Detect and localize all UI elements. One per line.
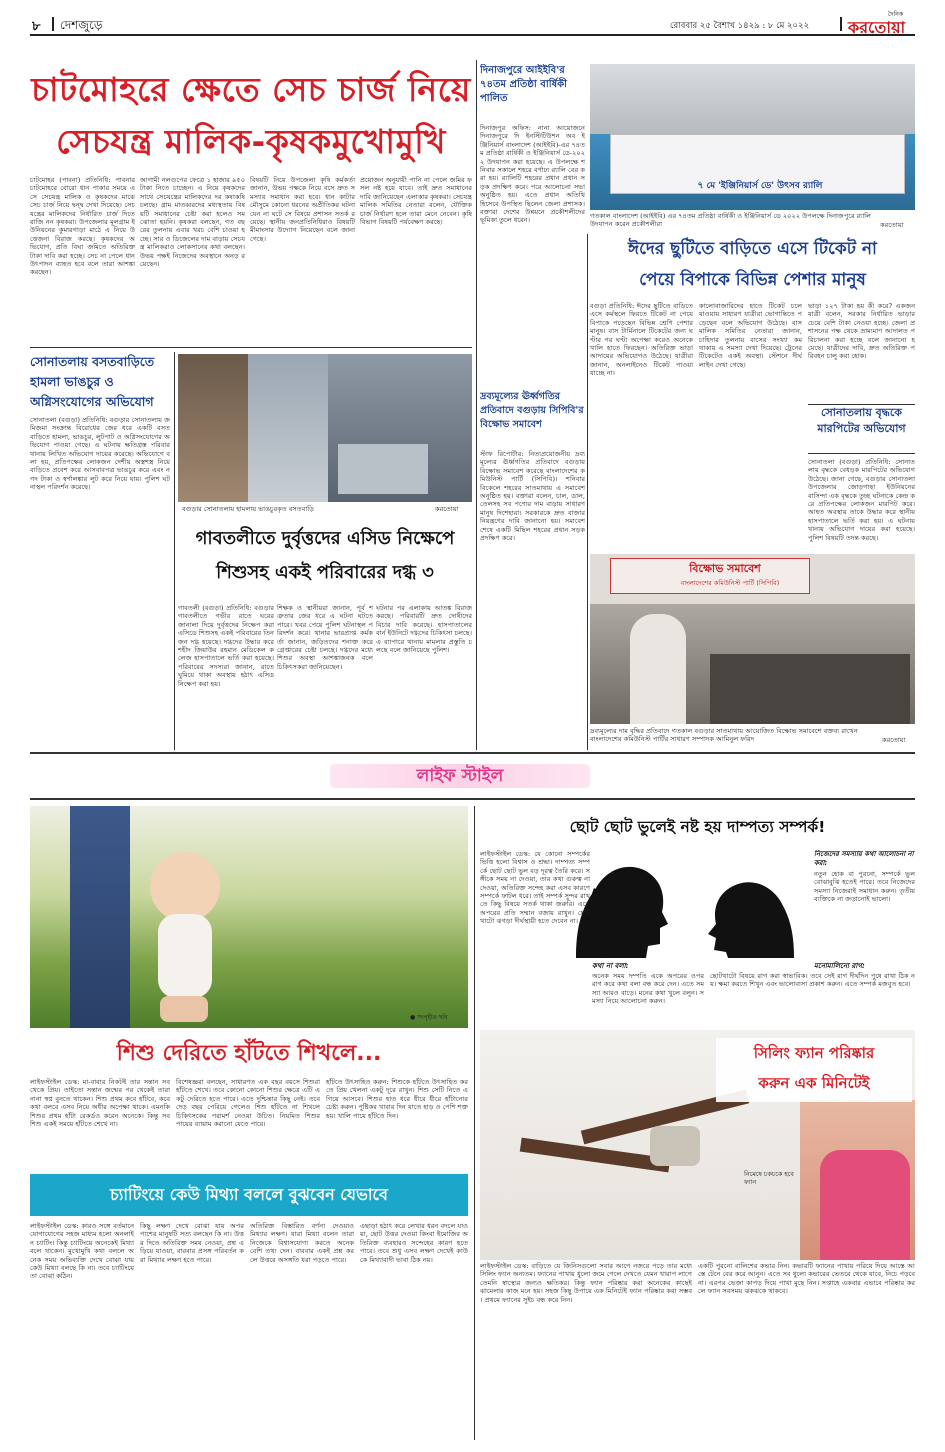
fan-headline-line1: সিলিং ফ্যান পরিষ্কার [753,1044,875,1062]
dampatya-body-col4: ছোটখাটো বিষয়ে রাগ করা স্বাভাবিক। তবে সেই রাগ দীর্ঘদিন পুষে রাখা ঠিক নয়। ক্ষমা করতে শিখুন এবং ভালোবাসা প্রকাশ করুন। এতে সম্পর্ক মজবুত হবে। [710,972,915,989]
lead-body-col3: বিষয়টি নিয়ে উপজেলা কৃষি কর্মকর্তা জানান, উভয় পক্ষকে নিয়ে বসে দ্রুত সমস্যার সমাধান করা হবে। ধান কাটার মৌসুমে কোনো ধরনের অপ্রীতিকর ঘটনা যেন না ঘটে সে বিষয়ে প্রশাসন সতর্ক রয়েছে। স্থানীয় জনপ্রতিনিধিরাও বিষয়টি মীমাংসার উদ্যোগ নিয়েছেন বলে জানা গেছে। [250,176,355,243]
dravyamulya-headline: দ্রব্যমূল্যের ঊর্ধ্বগতির প্রতিবাদে বগুড়ায় সিপিবি'র বিক্ষোভ সমাবেশ [480,391,584,430]
dravyamulya-body: স্টাফ রিপোর্টার: নিত্যপ্রয়োজনীয় দ্রব্যমূল্যের ঊর্ধ্বগতির প্রতিবাদে বগুড়ায় বিক্ষোভ সমাবেশ করেছে বাংলাদেশের কমিউনিস্ট পার্টি (সিপিবি)। শনিবার বিকেলে শহরের সাতমাথায় এ সমাবেশ অনুষ্ঠিত হয়। বক্তারা বলেন, চাল, ডাল, তেলসহ সব পণ্যের দাম বাড়ায় সাধারণ মানুষ দিশেহারা। সরকারকে দ্রুত বাজার নিয়ন্ত্রণের দাবি জানানো হয়। সমাবেশ শেষে একটি মিছিল শহরের প্রধান সড়ক প্রদক্ষিণ করে। [480,450,585,543]
dampatya-subhead-3: মনোমালিন্যে রাগ: [814,962,865,970]
silhouette-graphic [556,848,814,958]
eid-ticket-headline: ঈদের ছুটিতে বাড়িতে এসে টিকেট না পেয়ে বিপাকে বিভিন্ন পেশার মানুষ [628,239,877,290]
lifestyle-center-rule [474,806,475,1440]
baby-photo-credit: ● সংগৃহীত ছবি [410,1014,448,1021]
walk-body-col1: লাইফস্টাইল ডেস্ক: মা-বাবার নিকটই তার সন্তান সব থেকে প্রিয়। তাইতো সন্তান জন্মের পর থেকেই তারা নানা স্বপ্ন বুনতে থাকেন। শিশু প্রথম কবে হাঁটবে, কবে কথা বলবে এসব নিয়ে অধীর অপেক্ষা থাকে। এমনকি শিশুর প্রথম হাঁটা রেকর্ডও করেন অনেকে। কিন্তু সব শিশু একই সময়ে হাঁটতে শেখে না। [30,1078,170,1129]
masthead-logo: করতোয়া [848,18,906,37]
lifestyle-banner [30,752,915,800]
gabtali-body-col2: শিক্ষক ও স্থানীয়রা জানান, পূর্ব শত্রুতার জের ধরে এ ঘটনা ঘটতে পারে। খবর পেয়ে পুলিশ ঘটনাস্থল পরিদর্শন করে। থানার ভারপ্রাপ্ত কর্মকর্তা জানান, জড়িতদের শনাক্ত করে গ্রেপ্তারের চেষ্টা চলছে। দগ্ধদের মধ্যে শিশুর অবস্থা আশঙ্কাজনক বলে চিকিৎসকরা জানিয়েছেন। [277,604,373,671]
header-divider-right [840,17,842,31]
walk-body-col2: বিশেষজ্ঞরা বলছেন, সাধারণত এক বছর বয়সে শিশুরা হাঁটতে শেখে। তবে কোনো কোনো শিশুর ক্ষেত্রে এটি একটু দেরিতে হতে পারে। এতে দুশ্চিন্তার কিছু নেই। তবে দেড় বছর পেরিয়ে গেলেও শিশু হাঁটতে না শিখলে চিকিৎসকের পরামর্শ নেওয়া উচিত। নিয়মিত শিশুর পায়ের ব্যায়াম করানো যেতে পারে। [176,1078,320,1129]
dravyamulya-photo [590,554,915,724]
sonatala-hamla-caption: বগুড়ার সোনাতলায় হামলায় ভাঙচুরকৃত বসতবাড়ি [182,505,314,513]
gabtali-body-col3: ঘটনার পর এলাকায় আতঙ্ক বিরাজ করছে। পরিবারটি দ্রুত দোষীদের বিচার দাবি করেছে। হাসপাতালের বার্ন ইউনিটে দগ্ধদের চিকিৎসা চলছে। এ ব্যাপারে থানায় মামলার প্রস্তুতি চলছে বলে জানিয়েছে পুলিশ। [376,604,472,655]
lead-headline: চাটমোহরে ক্ষেতে সেচ চার্জ নিয়ে সেচযন্ত্র মালিক-কৃষকমুখোমুখি [31,70,471,161]
eid-ticket-body-col1: বগুড়া প্রতিনিধি: ঈদের ছুটিতে বাড়িতে এসে কর্মস্থলে ফিরতে টিকেট না পেয়ে বিপাকে পড়েছেন বিভিন্ন শ্রেণি পেশার মানুষ। বাস টার্মিনালে টিকেটের জন্য ঘণ্টার পর ঘণ্টা অপেক্ষা করেও অনেকে খালি হাতে ফিরছেন। অতিরিক্ত ভাড়া আদায়ের অভিযোগও উঠেছে। যাত্রীরা জানান, অনলাইনেও টিকেট পাওয়া যাচ্ছে না। [590,302,693,378]
chatting-headline-box [30,1174,468,1216]
walk-body-col3: হাঁটতে উৎসাহিত করুন: শিশুকে হাঁটতে উৎসাহিত করতে প্রিয় খেলনা একটু দূরে রাখুন। শিশু সেটি নিতে এগিয়ে আসবে। শিশুর হাত ধরে ধীরে ধীরে হাঁটানোর চেষ্টা করুন। পুষ্টিকর খাবার দিন যাতে হাড় ও পেশি শক্ত হয়। খালি পায়ে হাঁটতে দিন। [326,1078,468,1120]
dravyamulya-photo-credit: করতোয়া [882,736,906,744]
sonatala-hamla-photo [178,354,472,502]
dampatya-body-col3: নতুন হোক বা পুরনো, সম্পর্কে ভুল বোঝাবুঝি হতেই পারে। তবে নিজেদের সমস্যা নিজেরাই সমাধান করুন। তৃতীয় ব্যক্তিকে না জড়ানোই ভালো। [814,870,915,904]
sonatala-hamla-body: সোনাতলা (বগুড়া) প্রতিনিধি: বগুড়ার সোনাতলায় জমিজমা সংক্রান্ত বিরোধের জের ধরে একটি বসতবাড়িতে হামলা, ভাঙচুর, লুটপাট ও অগ্নিসংযোগের অভিযোগ পাওয়া গেছে। এ ঘটনায় ক্ষতিগ্রস্ত পরিবার থানায় লিখিত অভিযোগ দায়ের করেছে। অভিযোগে বলা হয়, প্রতিপক্ষের লোকজন দেশীয় অস্ত্রশস্ত্র নিয়ে বাড়িতে প্রবেশ করে আসবাবপত্র ভাঙচুর করে এবং নগদ টাকা ও স্বর্ণালঙ্কার লুট করে নিয়ে যায়। পুলিশ ঘটনাস্থল পরিদর্শন করেছে। [30,416,170,492]
dravyamulya-photo-banner: বিক্ষোভ সমাবেশ [689,562,761,575]
center-column-rule [476,60,477,750]
dampatya-body-col1: লাইফস্টাইল ডেস্ক: যে কোনো সম্পর্কের ভিত্তি হলো বিশ্বাস ও শ্রদ্ধা। দাম্পত্য সম্পর্কে ছোট ছোট ভুল বড় দূরত্ব তৈরি করে। সঙ্গীকে সময় না দেওয়া, তার কথা গুরুত্ব না দেওয়া, অতিরিক্ত সন্দেহ করা এসব কারণে সম্পর্কে ফাটল ধরে। তাই সম্পর্ক সুন্দর রাখতে কিছু বিষয়ে সতর্ক থাকা জরুরি। একে অপরের প্রতি সম্মান বজায় রাখুন। ছোটখাটো ঝগড়া দীর্ঘস্থায়ী হতে দেবেন না। [480,850,590,926]
dinajpur-headline: দিনাজপুরে আইইবি'র ৭৪তম প্রতিষ্ঠা বার্ষিকী পালিত [480,65,567,104]
sonatala-hamla-credit: করতোয়া [435,505,459,513]
dampatya-subhead-1: কথা না বলা: [592,962,629,970]
dampatya-headline: ছোট ছোট ভুলেই নষ্ট হয় দাম্পত্য সম্পর্ক! [569,818,826,836]
page-header [30,11,915,37]
lead-body-col2: আগামী নলগুপের ফেত্রে ১ হাজার ৯৫০ টাকা নিতে চাচ্ছেন। এ নিয়ে কৃষকদের সাথে সেচযন্ত্রের মালিকদের দর কষাকষি চলছে। গ্রাম মাতব্বরদের মধ্যস্থতায় বিষয়টি সমাধানের চেষ্টা করা হলেও সমঝোতা হয়নি। কৃষকরা বলছেন, গত বছরের তুলনায় এবার খরচ বেশি চাওয়া হচ্ছে। সার ও ডিজেলের দাম বাড়ায় সেচযন্ত্র মালিকরাও লোকসানের কথা বলছেন। উভয় পক্ষই নিজেদের অবস্থানে অনড় রয়েছেন। [140,176,245,269]
eid-ticket-body-col2: কালোবাজারিদের হাতে টিকেট চলে যাওয়ায় সাধারণ যাত্রীরা ভোগান্তিতে পড়েছেন বলে অভিযোগ উঠেছে। বাস মালিক সমিতির নেতারা জানান, চাহিদার তুলনায় বাসের সংখ্যা কম থাকায় এ সমস্যা দেখা দিয়েছে। ট্রেনের টিকেটেও একই অবস্থা। স্টেশনে দীর্ঘ লাইন দেখা গেছে। [699,302,802,369]
sonatala-hamla-headline: সোনাতলায় বসতবাড়িতে হামলা ভাঙচুর ও অগ্নিসংযোগের অভিযোগ [30,354,155,409]
lifestyle-banner-text: লাইফ স্টাইল [416,766,504,786]
fan-body-col2: একটি পুরনো বালিশের কভার নিন। কভারটি ফ্যানের পাখায় পরিয়ে দিয়ে আস্তে আস্তে টেনে বের করে আনুন। এতে সব ধুলো কভারের ভেতরে থেকে যাবে, নিচে পড়বে না। এরপর ভেজা কাপড় দিয়ে পাখা মুছে নিন। সপ্তাহে একবার এভাবে পরিষ্কার করলে ফ্যান সবসময় ঝকঝকে থাকবে। [698,1262,915,1296]
silhouette-couple-image [556,848,814,958]
dinajpur-photo-caption: গতকাল বাংলাদেশ (আইইবি) এর ৭৪তম প্রতিষ্ঠা বার্ষিকী ও ইঞ্জিনিয়ার্স ডে ২০২২ উপলক্ষে দিনাজপুরে র‍্যালি উদযাপন করেন প্রকৌশলীরা [590,212,871,228]
sonatala-briddha-headline: সোনাতলায় বৃদ্ধকে মারপিটের অভিযোগ [808,404,915,454]
gabtali-body-col1: গাবতলী (বগুড়া) প্রতিনিধি: বগুড়ার গাবতলীতে গভীর রাতে ঘরের জানালা দিয়ে দুর্বৃত্তদের নিক্ষেপ করা এসিডে শিশুসহ একই পরিবারের তিনজন দগ্ধ হয়েছে। দগ্ধদের উদ্ধার করে শহীদ জিয়াউর রহমান মেডিকেল কলেজ হাসপাতালে ভর্তি করা হয়েছে। পরিবারের সদস্যরা জানান, রাতে ঘুমিয়ে থাকা অবস্থায় হঠাৎ এসিড নিক্ষেপ করা হয়। [178,604,274,688]
dinajpur-photo-credit: করতোয়া [880,221,904,229]
lead-body-col4: প্রয়োজন অনুযায়ী পানি না পেলে জমির ফসল নষ্ট হয়ে যাবে। তাই দ্রুত সমাধানের দাবি জানিয়েছেন এলাকার কৃষকরা। সেচযন্ত্র মালিক সমিতির নেতারা বলেন, যৌক্তিক চার্জ নির্ধারণ হলে তারা মেনে নেবেন। কৃষি বিভাগ বিষয়টি পর্যবেক্ষণ করছে। [360,176,472,227]
dinajpur-photo-banner: ৭ মে 'ইঞ্জিনিয়ার্স ডে' উৎসব র‍্যালি [697,181,823,191]
section-name: দেশজুড়ে [60,18,103,32]
dampatya-body-col2: অনেক সময় দম্পতি একে অপরের ওপর রাগ করে কথা বলা বন্ধ করে দেন। এতে সমস্যা আরও বাড়ে। মনের কথা খুলে বলুন। সমস্যা নিয়ে আলোচনা করুন। [592,972,704,1006]
fan-side-note: নিমেষে চকচকে হবে ফ্যান [744,1170,794,1186]
masthead-small: দৈনিক [888,11,904,18]
chatting-body-col3: অতিরিক্ত বিস্তারিত বর্ণনা দেওয়াও মিথ্যার লক্ষণ। যারা মিথ্যা বলেন তারা নিজেকে বিশ্বাসযোগ্য করতে অনেক বেশি তথ্য দেন। বারবার একই প্রশ্ন করলে উত্তরে অসঙ্গতি ধরা পড়তে পারে। [250,1222,354,1264]
dravyamulya-photo-sub: বাংলাদেশের কমিউনিস্ট পার্টি (সিপিবি) [680,579,780,587]
chatting-body-col2: কিছু লক্ষণ দেখে বোঝা যায় অপর পাশের মানুষটি সত্য বলছেন কি না। উত্তর দিতে অতিরিক্ত সময় নেওয়া, প্রশ্ন এড়িয়ে যাওয়া, বারবার প্রসঙ্গ পরিবর্তন করা মিথ্যার লক্ষণ হতে পারে। [140,1222,244,1264]
right-column-rule [587,234,588,750]
fan-body-col1: লাইফস্টাইল ডেস্ক: বাড়িতে যে জিনিসগুলো সবার আগে নজরে পড়ে তার মধ্যে সিলিং ফ্যান অন্যতম। ফ্যানের পাখায় ধুলো জমে গেলে দেখতে যেমন খারাপ লাগে তেমনি স্বাস্থ্যের জন্যও ক্ষতিকর। কিন্তু ফ্যান পরিষ্কার করা অনেকের কাছেই ঝামেলার কাজ মনে হয়। সহজ কিছু উপায়ে এক মিনিটেই ফ্যান পরিষ্কার করা সম্ভব। প্রথমে ফ্যানের সুইচ বন্ধ করে নিন। [480,1262,692,1304]
dampatya-subhead-2: নিজেদের সমস্যায় কথা আলোচনা না করা: [814,850,914,867]
walk-headline: শিশু দেরিতে হাঁটতে শিখলে... [116,1041,382,1066]
left-column-rule [174,352,175,750]
fan-headline-line2: করুন এক মিনিটেই [758,1074,870,1092]
chatting-body-col4: এছাড়া হঠাৎ করে লেখার ধরন বদলে যাওয়া, ছোট উত্তর দেওয়া কিংবা ইমোজির অতিরিক্ত ব্যবহারও সন্দেহের কারণ হতে পারে। তবে শুধু এসব লক্ষণ দেখেই কাউকে মিথ্যাবাদী ভাবা ঠিক নয়। [360,1222,468,1264]
chatting-body-col1: লাইফস্টাইল ডেস্ক: কারও সঙ্গে বর্তমানে যোগাযোগের সহজ মাধ্যম হলো অনলাইন চ্যাটিং। কিন্তু চ্যাটিংয়ে অনেকেই মিথ্যা বলে থাকেন। মুখোমুখি কথা বললে অনেক সময় অভিব্যক্তি দেখে বোঝা যায় কেউ মিথ্যা বলছে কি না। তবে চ্যাটিংয়ে তা বোঝা কঠিন। [30,1222,134,1281]
page-number: ৮ [32,19,41,34]
baby-walking-photo [30,806,468,1028]
dinajpur-body: দিনাজপুর অফিস: নানা আয়োজনে দিনাজপুরে দি ইনস্টিটিউশন অব ইঞ্জিনিয়ার্স বাংলাদেশ (আইইবি)-এর ৭৪তম প্রতিষ্ঠা বার্ষিকী ও ইঞ্জিনিয়ার্স ডে-২০২২ উদযাপন করা হয়েছে। এ উপলক্ষে শনিবার সকালে শহরে বর্ণাঢ্য র‍্যালি বের করা হয়। র‍্যালিটি শহরের প্রধান প্রধান সড়ক প্রদক্ষিণ করে। পরে আলোচনা সভা অনুষ্ঠিত হয়। এতে প্রধান অতিথি হিসেবে উপস্থিত ছিলেন জেলা প্রশাসক। বক্তারা দেশের উন্নয়নে প্রকৌশলীদের ভূমিকা তুলে ধরেন। [480,124,585,225]
chatting-headline: চ্যাটিংয়ে কেউ মিথ্যা বললে বুঝবেন যেভাবে [110,1185,388,1204]
gabtali-headline: গাবতলীতে দুর্বৃত্তদের এসিড নিক্ষেপে শিশুসহ একই পরিবারের দগ্ধ ৩ [195,528,455,583]
lead-bottom-rule [30,347,472,348]
page-date: রোববার ২৫ বৈশাখ ১৪২৯ : ৮ মে ২০২২ [670,21,810,31]
eid-ticket-body-col3: ভাড়া ১২৭ টাকা হয় কী করে? একজন যাত্রী বলেন, সরকার নির্ধারিত ভাড়ার চেয়ে বেশি টাকা নেওয়া হচ্ছে। জেলা প্রশাসনের পক্ষ থেকে ভ্রাম্যমাণ আদালত পরিচালনা করা হচ্ছে বলে জানানো হয়েছে। যাত্রীদের দাবি, দ্রুত অতিরিক্ত পরিবহন চালু করা হোক। [808,302,915,361]
fan-headline-box [716,1038,912,1102]
lead-body-col1: চাটমোহর (পাবনা) প্রতিনিধি: পাবনার চাটমোহরে বোরো ধান পাকার সময়ে এসে সেচযন্ত্র মালিক ও কৃষকদের মাঝে সেচ চার্জ নিয়ে দ্বন্দ্ব দেখা দিয়েছে। সেচযন্ত্রের মালিকদের নির্ধারিত চার্জ দিতে রাজি নন কৃষকরা। উপজেলার মূলগ্রাম ইউনিয়নের কুমারগাড়া মাঠে এ নিয়ে উত্তেজনা বিরাজ করছে। কৃষকদের অভিযোগ, প্রতি বিঘা জমিতে অতিরিক্ত টাকা দাবি করা হচ্ছে। সেচ না পেলে ধান উৎপাদন ব্যাহত হবে বলে তারা আশঙ্কা করছেন। [30,176,135,277]
sonatala-briddha-body: সোনাতলা (বগুড়া) প্রতিনিধি: সোনাতলায় বৃদ্ধকে বেধড়ক মারপিটের অভিযোগ উঠেছে। জানা গেছে, বগুড়ার সোনাতলা উপজেলার জোড়গাছা ইউনিয়নের বাসিন্দা এক বৃদ্ধকে তুচ্ছ ঘটনাকে কেন্দ্র করে প্রতিপক্ষের লোকজন মারপিট করে। আহত অবস্থায় তাকে উদ্ধার করে স্থানীয় হাসপাতালে ভর্তি করা হয়। এ ঘটনায় থানায় অভিযোগ দায়ের করা হয়েছে। পুলিশ বিষয়টি তদন্ত করছে। [808,458,915,542]
header-divider [52,17,54,31]
dinajpur-rally-photo [590,64,915,210]
dravyamulya-photo-caption: দ্রব্যমূল্যের দাম বৃদ্ধির প্রতিবাদে গতকাল বগুড়ার সাতমাথায় আয়োজিত বিক্ষোভ সমাবেশে বক্তব্য রাখেন বাংলাদেশের কমিউনিস্ট পার্টির সাধারণ সম্পাদক আমিনুল ফরিদ [590,727,858,743]
